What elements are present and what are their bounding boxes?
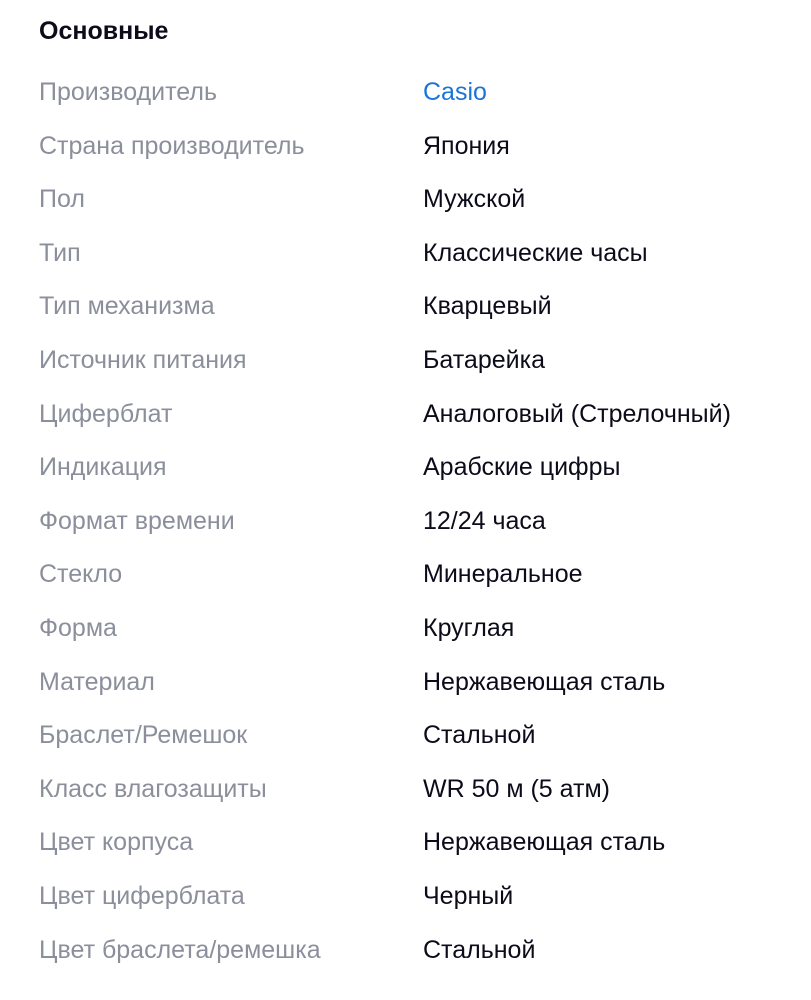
spec-value: Минеральное <box>423 560 583 589</box>
spec-label: Браслет/Ремешок <box>39 721 248 750</box>
spec-row-power-source <box>0 334 811 388</box>
spec-row-strap <box>0 709 811 763</box>
spec-label: Материал <box>39 667 155 696</box>
spec-label: Стекло <box>39 560 123 589</box>
spec-row-dial-color <box>0 870 811 924</box>
spec-value: Мужской <box>423 185 526 214</box>
spec-row-indication <box>0 441 811 495</box>
spec-value: Арабские цифры <box>423 453 621 482</box>
spec-label: Класс влагозащиты <box>39 774 267 803</box>
spec-value: Япония <box>423 131 510 160</box>
spec-label: Тип <box>39 238 81 267</box>
spec-list <box>0 66 811 977</box>
section-title: Основные <box>39 17 169 45</box>
spec-row-mechanism <box>0 280 811 334</box>
spec-row-glass <box>0 548 811 602</box>
spec-value: Аналоговый (Стрелочный) <box>423 399 731 428</box>
spec-label: Индикация <box>39 453 167 482</box>
spec-row-manufacturer <box>0 66 811 120</box>
spec-value: Классические часы <box>423 238 648 267</box>
spec-value: Батарейка <box>423 345 545 374</box>
spec-value: Круглая <box>423 613 515 642</box>
spec-row-material <box>0 656 811 710</box>
spec-row-strap-color <box>0 924 811 978</box>
spec-label: Производитель <box>39 78 217 106</box>
spec-label: Тип механизма <box>39 292 215 321</box>
spec-value: Нержавеющая сталь <box>423 828 666 857</box>
spec-value: Стальной <box>423 935 536 964</box>
spec-row-dial <box>0 388 811 442</box>
spec-label: Форма <box>39 613 117 642</box>
manufacturer-link[interactable]: Casio <box>423 78 487 106</box>
spec-label: Цвет циферблата <box>39 881 245 910</box>
spec-label: Страна производитель <box>39 131 305 160</box>
spec-label: Пол <box>39 185 85 214</box>
spec-label: Цвет браслета/ремешка <box>39 935 321 964</box>
spec-label: Цвет корпуса <box>39 828 194 857</box>
spec-value: Нержавеющая сталь <box>423 667 666 696</box>
spec-label: Циферблат <box>39 399 173 428</box>
spec-row-water-resistance <box>0 763 811 817</box>
spec-row-shape <box>0 602 811 656</box>
spec-row-case-color <box>0 816 811 870</box>
spec-value: Кварцевый <box>423 292 552 321</box>
spec-row-country <box>0 120 811 174</box>
spec-row-gender <box>0 173 811 227</box>
spec-row-time-format <box>0 495 811 549</box>
spec-value: Стальной <box>423 721 536 750</box>
spec-label: Формат времени <box>39 506 235 535</box>
spec-value: WR 50 м (5 атм) <box>423 774 610 803</box>
spec-label: Источник питания <box>39 345 247 374</box>
spec-value: Черный <box>423 881 514 910</box>
spec-row-type <box>0 227 811 281</box>
spec-value: 12/24 часа <box>423 506 546 535</box>
